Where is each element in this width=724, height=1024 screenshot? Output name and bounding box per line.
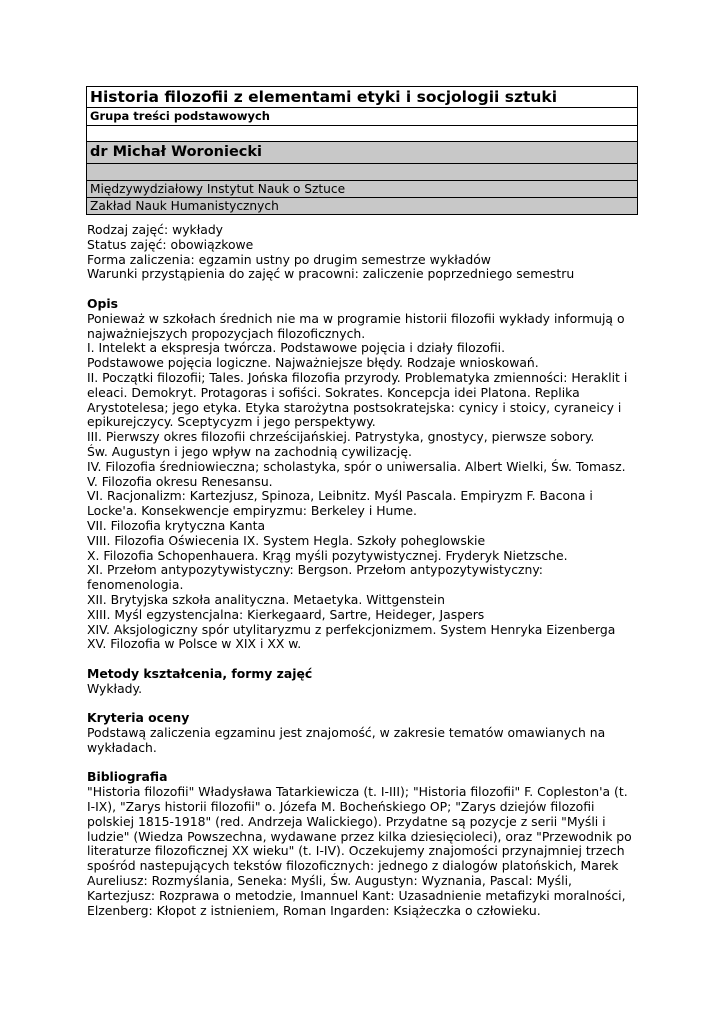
bibliografia-heading: Bibliografia (87, 769, 168, 785)
opis-line: Podstawowe pojęcia logiczne. Najważniejsze błędy. Rodzaje wnioskowań. (87, 355, 539, 371)
kryteria-line: Podstawą zaliczenia egzaminu jest znajomość, w zakresie tematów omawianych na (87, 725, 606, 741)
opis-line: fenomenologia. (87, 577, 184, 593)
opis-heading: Opis (87, 295, 119, 311)
opis-line: Ponieważ w szkołach średnich nie ma w programie historii filozofii wykłady informują o (87, 310, 625, 326)
opis-line: XIII. Myśl egzystencjalna: Kierkegaard, Sartre, Heideger, Jaspers (87, 606, 485, 622)
bibliografia-line: Kartezjusz: Rozprawa o metodzie, Imannuel Kant: Uzasadnienie metafizyki moralności, (87, 887, 626, 903)
bibliografia-line: I-IX), "Zarys historii filozofii" o. Józefa M. Bocheńskiego OP; "Zarys dziejów filozofii (87, 799, 595, 815)
bibliografia-line: polskiej 1815-1918" (red. Andrzeja Walickiego). Przydatne są pozycje z serii "Myśli i (87, 813, 606, 829)
opis-line: epikurejczycy. Sceptycyzm i jego perspektywy. (87, 414, 376, 430)
opis-line: XII. Brytyjska szkoła analityczna. Metaetyka. Wittgenstein (87, 591, 445, 607)
lecturer-name: dr Michał Woroniecki (87, 142, 637, 164)
section-gap (87, 282, 647, 297)
course-header-table (86, 86, 638, 215)
institute-name: Międzywydziałowy Instytut Nauk o Sztuce (87, 181, 637, 198)
bibliografia-line: spośród nastepujących tekstów filozoficznych: jednego z dialogów platońskich, Marek (87, 858, 619, 874)
opis-line: XI. Przełom antypozytywistyczny: Bergson. Przełom antypozytywistyczny: (87, 562, 543, 578)
opis-line: Arystotelesa; jego etyka. Etyka starożytna postsokratejska: cynicy i stoicy, cyraneicy i (87, 399, 622, 415)
opis-line: VIII. Filozofia Oświecenia IX. System Hegla. Szkoły poheglowskie (87, 532, 486, 548)
info-status: Status zajęć: obowiązkowe (87, 236, 254, 252)
department-name: Zakład Nauk Humanistycznych (87, 198, 637, 215)
opis-line: Locke'a. Konsekwencje empiryzmu: Berkeley i Hume. (87, 503, 417, 519)
bibliografia-line: ludzie" (Wiedza Powszechna, wydawane przez kilka dziesięcioleci), oraz "Przewodnik po (87, 828, 632, 844)
section-gap (87, 756, 647, 771)
opis-line: I. Intelekt a ekspresja twórcza. Podstawowe pojęcia i działy filozofii. (87, 340, 506, 356)
kryteria-heading: Kryteria oceny (87, 710, 190, 726)
info-conditions: Warunki przystąpienia do zajęć w pracowni: zaliczenie poprzedniego semestru (87, 266, 575, 282)
content-group: Grupa treści podstawowych (87, 108, 637, 126)
course-title: Historia filozofii z elementami etyki i socjologii sztuki (87, 87, 637, 108)
bibliografia-line: "Historia filozofii" Władysława Tatarkiewicza (t. I-III); "Historia filozofii" F. Copleston'a (t. (87, 784, 628, 800)
opis-line: Św. Augustyn i jego wpływ na zachodnią cywilizację. (87, 443, 412, 459)
section-gap (87, 652, 647, 667)
opis-line: XV. Filozofia w Polsce w XIX i XX w. (87, 636, 302, 652)
course-body (87, 223, 647, 918)
opis-line: VI. Racjonalizm: Kartezjusz, Spinoza, Leibnitz. Myśl Pascala. Empiryzm F. Bacona i (87, 488, 593, 504)
opis-line: II. Początki filozofii; Tales. Jońska filozofia przyrody. Problematyka zmienności: Heraklit i (87, 369, 628, 385)
header-grey-blank-row (87, 164, 637, 181)
bibliografia-line: Elzenberg: Kłopot z istnieniem, Roman Ingarden: Książeczka o człowieku. (87, 902, 541, 918)
opis-line: X. Filozofia Schopenhauera. Krąg myśli pozytywistycznej. Fryderyk Nietzsche. (87, 547, 568, 563)
bibliografia-content (87, 785, 647, 918)
opis-line: najważniejszych propozycjach filozoficznych. (87, 325, 366, 341)
opis-line: III. Pierwszy okres filozofii chrześcijańskiej. Patrystyka, gnostycy, pierwsze sobory. (87, 429, 595, 445)
info-type: Rodzaj zajęć: wykłady (87, 222, 224, 237)
opis-content (87, 312, 647, 652)
metody-heading: Metody kształcenia, formy zajęć (87, 665, 313, 681)
opis-line: eleaci. Demokryt. Protagoras i sofiści. Sokrates. Koncepcja idei Platona. Replika (87, 384, 580, 400)
opis-line: VII. Filozofia krytyczna Kanta (87, 517, 266, 533)
opis-line: XIV. Aksjologiczny spór utylitaryzmu z perfekcjonizmem. System Henryka Eizenberga (87, 621, 616, 637)
bibliografia-line: Aureliusz: Rozmyślania, Seneka: Myśli, Św. Augustyn: Wyznania, Pascal: Myśli, (87, 873, 572, 889)
opis-line: V. Filozofia okresu Renesansu. (87, 473, 273, 489)
info-form: Forma zaliczenia: egzamin ustny po drugim semestrze wykładów (87, 251, 491, 267)
section-gap (87, 697, 647, 712)
opis-line: IV. Filozofia średniowieczna; scholastyka, spór o uniwersalia. Albert Wielki, Św. Tomasz. (87, 458, 626, 474)
header-blank-row (87, 126, 637, 142)
bibliografia-line: literaturze filozoficznej XX wieku" (t. I-IV). Oczekujemy znajomości przynajmniej trzech (87, 843, 625, 859)
metody-line: Wykłady. (87, 680, 143, 696)
kryteria-line: wykładach. (87, 739, 157, 755)
